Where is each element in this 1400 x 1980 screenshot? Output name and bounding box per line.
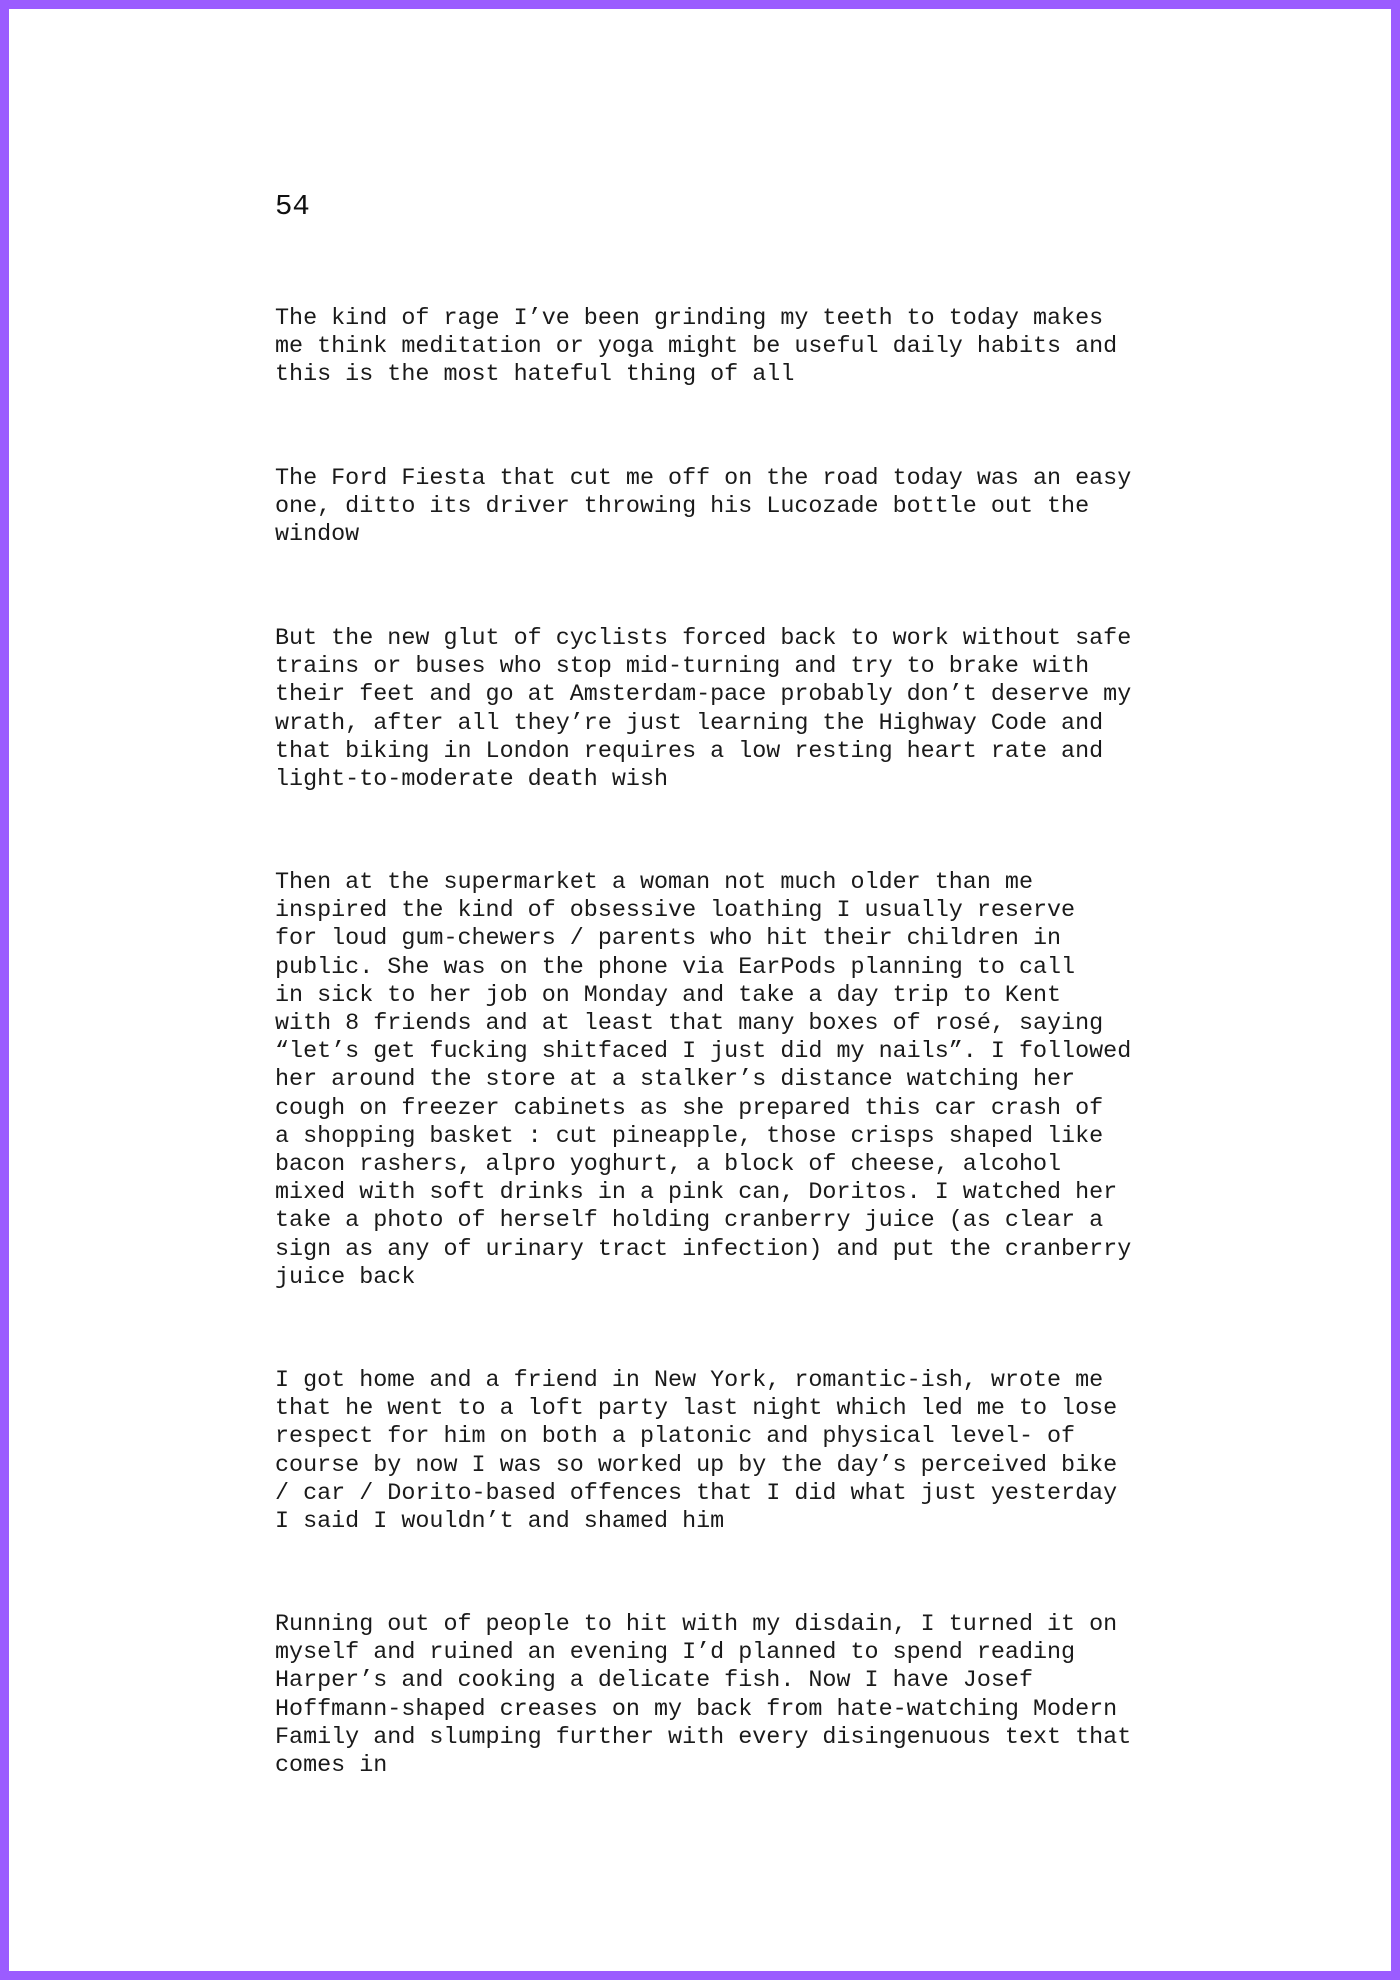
paragraph-5 xyxy=(275,1367,1155,1536)
text-line: Hoffmann-shaped creases on my back from hate-watching Modern xyxy=(275,1696,1118,1723)
text-line: The Ford Fiesta that cut me off on the road today was an easy xyxy=(275,466,1132,492)
text-line: public. She was on the phone via EarPods planning to call xyxy=(275,954,1076,981)
paragraph-3 xyxy=(275,625,1155,794)
text-line: take a photo of herself holding cranberry juice (as clear a xyxy=(275,1208,1104,1235)
page-number: 54 xyxy=(275,190,310,223)
text-line: in sick to her job on Monday and take a day trip to Kent xyxy=(275,982,1062,1009)
text-line: mixed with soft drinks in a pink can, Doritos. I watched her xyxy=(275,1180,1118,1207)
text-line: a shopping basket : cut pineapple, those crisps shaped like xyxy=(275,1123,1104,1150)
text-line: myself and ruined an evening I’d planned to spend reading xyxy=(275,1640,1076,1667)
text-line: course by now I was so worked up by the day’s perceived bike xyxy=(275,1452,1118,1479)
text-line: sign as any of urinary tract infection) and put the cranberry xyxy=(275,1236,1132,1263)
text-line: with 8 friends and at least that many boxes of rosé, saying xyxy=(275,1011,1104,1038)
paragraph-6 xyxy=(275,1611,1155,1780)
text-line: The kind of rage I’ve been grinding my teeth to today makes xyxy=(275,306,1104,332)
text-line: wrath, after all they’re just learning the Highway Code and xyxy=(275,710,1104,737)
text-line: I said I wouldn’t and shamed him xyxy=(275,1509,725,1536)
text-line: juice back xyxy=(275,1264,416,1291)
paragraph-2 xyxy=(275,465,1155,550)
text-line: trains or buses who stop mid-turning and try to brake with xyxy=(275,654,1090,681)
text-line: bacon rashers, alpro yoghurt, a block of cheese, alcohol xyxy=(275,1152,1062,1179)
text-line: But the new glut of cyclists forced back to work without safe xyxy=(275,626,1132,652)
text-line: one, ditto its driver throwing his Lucozade bottle out the xyxy=(275,494,1090,521)
paragraph-4 xyxy=(275,869,1155,1292)
text-line: cough on freezer cabinets as she prepared this car crash of xyxy=(275,1095,1104,1122)
text-line: light-to-moderate death wish xyxy=(275,767,669,794)
text-line: Harper’s and cooking a delicate fish. Now I have Josef xyxy=(275,1668,1033,1695)
text-line: respect for him on both a platonic and physical level- of xyxy=(275,1424,1076,1451)
text-line: comes in xyxy=(275,1753,388,1780)
text-line: Then at the supermarket a woman not much older than me xyxy=(275,870,1033,896)
paragraph-1 xyxy=(275,305,1155,390)
text-line: her around the store at a stalker’s distance watching her xyxy=(275,1067,1076,1094)
text-line: / car / Dorito-based offences that I did what just yesterday xyxy=(275,1480,1118,1507)
text-line: Family and slumping further with every disingenuous text that xyxy=(275,1724,1132,1751)
text-line: that he went to a loft party last night which led me to lose xyxy=(275,1396,1118,1423)
text-line: inspired the kind of obsessive loathing I usually reserve xyxy=(275,898,1076,925)
text-line: window xyxy=(275,522,360,549)
text-line: me think meditation or yoga might be useful daily habits and xyxy=(275,334,1118,361)
text-line: for loud gum-chewers / parents who hit their children in xyxy=(275,926,1062,953)
text-line: their feet and go at Amsterdam-pace probably don’t deserve my xyxy=(275,682,1132,709)
text-line: this is the most hateful thing of all xyxy=(275,362,795,389)
text-line: “let’s get fucking shitfaced I just did my nails”. I followed xyxy=(275,1039,1132,1066)
text-line: Running out of people to hit with my disdain, I turned it on xyxy=(275,1612,1118,1638)
text-line: I got home and a friend in New York, romantic-ish, wrote me xyxy=(275,1368,1104,1394)
text-line: that biking in London requires a low resting heart rate and xyxy=(275,738,1104,765)
